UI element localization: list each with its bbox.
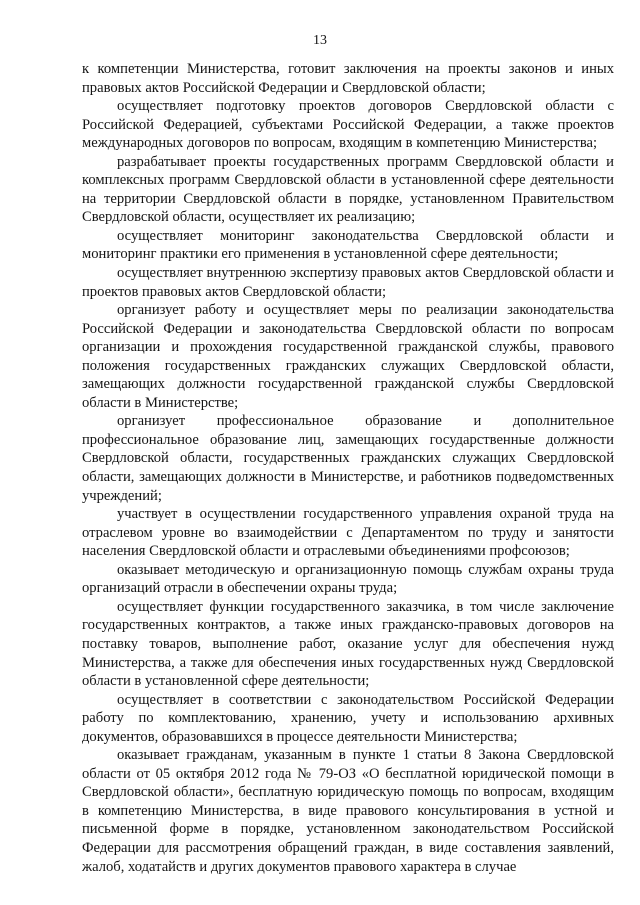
- document-body: [82, 60, 614, 876]
- paragraph-9: оказывает методическую и организационную помощь службам охраны труда организаций отрасли в обеспечении охраны труда;: [82, 561, 614, 597]
- paragraph-8: участвует в осуществлении государственного управления охраной труда на отраслевом уровне во взаимодействии с Департаментом по труду и занятости населения Свердловской области и отраслевыми объединениями профсоюзов;: [82, 506, 614, 560]
- paragraph-3: разрабатывает проекты государственных программ Свердловской области и комплексных программ Свердловской области в установленной сфере деятельности на территории Свердловской области в порядке, установленном Правительством Свердловской области, осуществляет их реализацию;: [82, 153, 614, 226]
- paragraph-2: осуществляет подготовку проектов договоров Свердловской области с Российской Федерацией, субъектами Российской Федерации, а также проектов международных договоров по вопросам, входящим в компетенцию Министерства;: [82, 98, 614, 152]
- paragraph-12: оказывает гражданам, указанным в пункте 1 статьи 8 Закона Свердловской области от 05 октября 2012 года № 79-ОЗ «О бесплатной юридической помощи в Свердловской области», бесплатную юридическую помощь по вопросам, входящим в компетенцию Министерства, в виде правового консультирования в устной и письменной форме в порядке, установленном законодательством Российской Федерации для рассмотрения обращений граждан, в виде составления заявлений, жалоб, ходатайств и других документов правового характера в случае: [82, 747, 614, 875]
- paragraph-1: к компетенции Министерства, готовит заключения на проекты законов и иных правовых актов Российской Федерации и Свердловской области;: [82, 61, 614, 96]
- paragraph-11: осуществляет в соответствии с законодательством Российской Федерации работу по комплектованию, хранению, учету и использованию архивных документов, образовавшихся в процессе деятельности Министерства;: [82, 691, 614, 745]
- paragraph-10: осуществляет функции государственного заказчика, в том числе заключение государственных контрактов, а также иных гражданско-правовых договоров на поставку товаров, выполнение работ, оказание услуг для обеспечения нужд Министерства, а также для обеспечения иных государственных нужд Свердловской области в установленной сфере деятельности;: [82, 598, 614, 690]
- paragraph-5: осуществляет внутреннюю экспертизу правовых актов Свердловской области и проектов правовых актов Свердловской области;: [82, 265, 614, 300]
- paragraph-4: осуществляет мониторинг законодательства Свердловской области и мониторинг практики его применения в установленной сфере деятельности;: [82, 227, 614, 263]
- page-number: 13: [313, 33, 327, 48]
- paragraph-7: организует профессиональное образование и дополнительное профессиональное образование лиц, замещающих государственные должности Свердловской области, государственных гражданских служащих Свердловской области, замещающих должности в Министерстве, и работников подведомственных учреждений;: [82, 413, 614, 504]
- paragraph-6: организует работу и осуществляет меры по реализации законодательства Российской Федерации и законодательства Свердловской области по вопросам организации и прохождения государственной гражданской службы, правового положения государственных гражданских служащих Свердловской области, замещающих должности государственной гражданской службы Свердловской области в Министерстве;: [82, 302, 614, 411]
